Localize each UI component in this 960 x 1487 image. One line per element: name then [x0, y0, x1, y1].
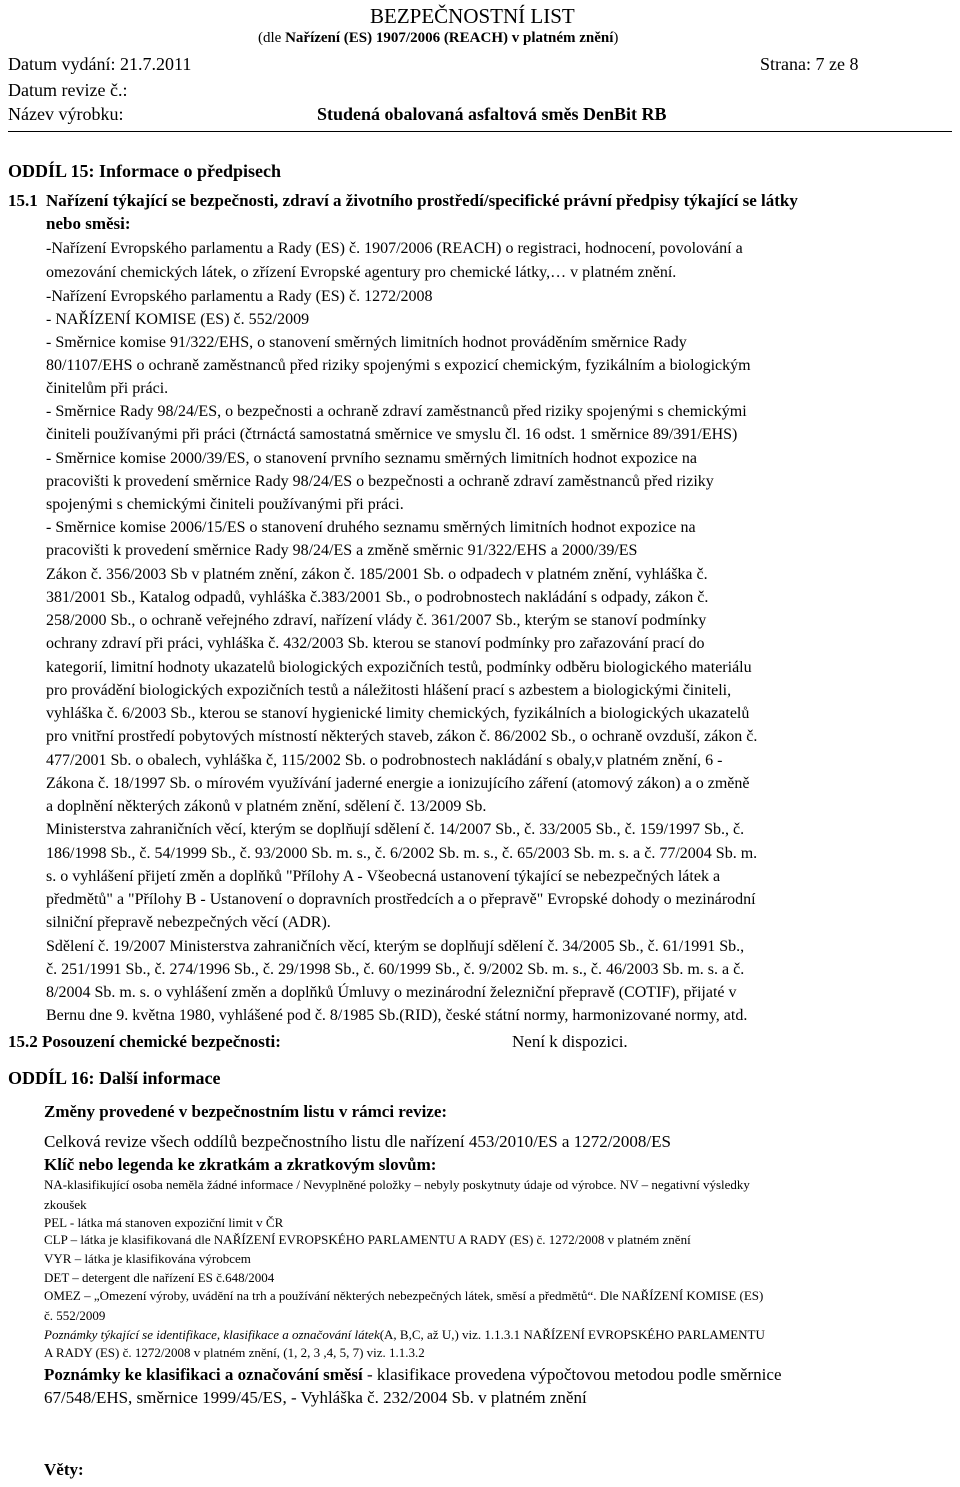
regulation-line: č. 251/1991 Sb., č. 274/1996 Sb., č. 29/1998 Sb., č. 60/1999 Sb., č. 9/2002 Sb. m. s., č. 46/2003 Sb. m. s. a č.	[46, 961, 745, 978]
legend-line: OMEZ – „Omezení výroby, uvádění na trh a používání některých nebezpečných látek, směsí a předmětů“. Dle NAŘÍZENÍ KOMISE (ES)	[44, 1288, 764, 1303]
section-15-1-number: 15.1	[8, 191, 38, 210]
section-16-title: ODDÍL 16: Další informace	[8, 1068, 221, 1088]
regulation-line: pracovišti k provedení směrnice Rady 98/24/ES a změně směrnic 91/322/EHS a 2000/39/ES	[46, 542, 638, 559]
classification-heading: Poznámky ke klasifikaci a označování směsí	[44, 1365, 363, 1384]
page-number: Strana: 7 ze 8	[760, 54, 859, 74]
notes-rest: (A, B,C, až U,) viz. 1.1.3.1 NAŘÍZENÍ EVROPSKÉHO PARLAMENTU	[379, 1327, 765, 1342]
product-name: Studená obalovaná asfaltová směs DenBit RB	[317, 104, 667, 124]
regulation-line: 381/2001 Sb., Katalog odpadů, vyhláška č.383/2001 Sb., o podrobnostech nakládání s odpady, zákon č.	[46, 589, 709, 606]
classification-note-line-2: 67/548/EHS, směrnice 1999/45/ES, - Vyhláška č. 232/2004 Sb. v platném znění	[44, 1388, 587, 1407]
regulation-line: -Nařízení Evropského parlamentu a Rady (ES) č. 1272/2008	[46, 288, 433, 305]
regulation-line: - Směrnice komise 2006/15/ES o stanovení druhého seznamu směrných limitních hodnot expozice na	[46, 519, 696, 536]
regulation-line: - Směrnice Rady 98/24/ES, o bezpečnosti a ochraně zdraví zaměstnanců před riziky spojenými s chemickými	[46, 403, 747, 420]
legend-line: CLP – látka je klasifikovaná dle NAŘÍZENÍ EVROPSKÉHO PARLAMENTU A RADY (ES) č. 1272/2008 v platném znění	[44, 1232, 691, 1247]
regulation-line: činitelům při práci.	[46, 380, 169, 397]
legend-heading: Klíč nebo legenda ke zkratkám a zkratkovým slovům:	[44, 1155, 437, 1174]
regulation-line: s. o vyhlášení přijetí změn a doplňků "Přílohy A - Všeobecná ustanovení týkající se nebezpečných látek a	[46, 868, 721, 885]
regulation-line: pro vnitřní prostředí pobytových místností některých staveb, zákon č. 86/2002 Sb., o ochraně ovzduší, zákon č.	[46, 728, 758, 745]
regulation-line: 477/2001 Sb. o obalech, vyhláška č, 115/2002 Sb. o podrobnostech nakládání s obaly,v platném znění, 6 -	[46, 752, 723, 769]
regulation-line: 8/2004 Sb. m. s. o vyhlášení změn a doplňků Úmluvy o mezinárodní železniční přepravě (COTIF), přijaté v	[46, 984, 737, 1001]
regulation-line: Ministerstva zahraničních věcí, kterým se doplňují sdělení č. 14/2007 Sb., č. 33/2005 Sb., č. 159/1997 Sb., č.	[46, 821, 745, 838]
regulation-line: ochrany zdraví při práci, vyhláška č. 432/2003 Sb. kterou se stanoví podmínky pro zařazování prací do	[46, 635, 705, 652]
subtitle-regulation: Nařízení (ES) 1907/2006 (REACH) v platném znění	[285, 30, 614, 46]
changes-heading: Změny provedené v bezpečnostním listu v rámci revize:	[44, 1102, 448, 1121]
issue-date: Datum vydání: 21.7.2011	[8, 54, 192, 74]
regulation-line: 258/2000 Sb., o ochraně veřejného zdraví, nařízení vlády č. 361/2007 Sb., kterým se stanoví podmínky	[46, 612, 707, 629]
legend-line: zkoušek	[44, 1197, 87, 1212]
regulation-line: silniční přepravě nebezpečných věcí (ADR).	[46, 914, 331, 931]
regulation-line: - Směrnice komise 91/322/EHS, o stanovení směrných limitních hodnot prováděním směrnice Rady	[46, 334, 687, 351]
header-divider	[8, 131, 952, 132]
regulation-line: Sdělení č. 19/2007 Ministerstva zahraničních věcí, kterým se doplňují sdělení č. 34/2005 Sb., č. 61/1991 Sb.,	[46, 938, 745, 955]
sentences-heading: Věty:	[44, 1460, 84, 1479]
section-15-1-title-line2: nebo směsi:	[46, 214, 131, 233]
changes-text: Celková revize všech oddílů bezpečnostního listu dle nařízení 453/2010/ES a 1272/2008/ES	[44, 1132, 671, 1151]
regulation-line: pro provádění biologických expozičních testů a náležitosti hlášení prací s azbestem a biologickými činiteli,	[46, 682, 732, 699]
regulation-line: -Nařízení Evropského parlamentu a Rady (ES) č. 1907/2006 (REACH) o registraci, hodnocení, povolování a	[46, 240, 743, 257]
regulation-line: činiteli používanými při práci (čtrnáctá samostatná směrnice ve smyslu čl. 16 odst. 1 směrnice 89/391/EHS)	[46, 426, 738, 443]
regulation-line: spojenými s chemickými činiteli používanými při práci.	[46, 496, 404, 513]
section-15-2-label: 15.2 Posouzení chemické bezpečnosti:	[8, 1032, 281, 1051]
section-15-2-value: Není k dispozici.	[512, 1032, 628, 1051]
legend-line: NA-klasifikující osoba neměla žádné informace / Nevyplněné položky – nebyly poskytnuty údaje od výrobce. NV – negativní výsledky	[44, 1177, 750, 1192]
revision-date: Datum revize č.:	[8, 80, 128, 100]
subtitle-suffix: )	[613, 30, 619, 46]
regulation-line: 186/1998 Sb., č. 54/1999 Sb., č. 93/2000 Sb. m. s., č. 6/2002 Sb. m. s., č. 65/2003 Sb. m. s. a č. 77/2004 Sb. m.	[46, 845, 758, 862]
regulation-line: a doplnění některých zákonů v platném znění, sdělení č. 13/2009 Sb.	[46, 798, 487, 815]
section-15-title: ODDÍL 15: Informace o předpisech	[8, 161, 281, 181]
regulation-line: omezování chemických látek, o zřízení Evropské agentury pro chemické látky,… v platném znění.	[46, 264, 677, 281]
notes-line-1	[44, 1327, 765, 1343]
regulation-line: Zákona č. 18/1997 Sb. o mírovém využívání jaderné energie a ionizujícího záření (atomový zákon) a o změně	[46, 775, 750, 792]
regulation-line: - NAŘÍZENÍ KOMISE (ES) č. 552/2009	[46, 311, 310, 328]
subtitle-prefix: (dle	[258, 30, 286, 46]
legend-line: PEL - látka má stanoven expoziční limit v ČR	[44, 1215, 284, 1230]
legend-line: VYR – látka je klasifikována výrobcem	[44, 1251, 251, 1266]
classification-note-line-1	[44, 1365, 782, 1385]
legend-line: DET – detergent dle nařízení ES č.648/2004	[44, 1270, 275, 1285]
notes-line-2: A RADY (ES) č. 1272/2008 v platném znění, (1, 2, 3 ,4, 5, 7) viz. 1.1.3.2	[44, 1345, 425, 1360]
product-label: Název výrobku:	[8, 104, 124, 124]
classification-text: - klasifikace provedena výpočtovou metodou podle směrnice	[362, 1365, 782, 1384]
regulation-line: - Směrnice komise 2000/39/ES, o stanovení prvního seznamu směrných limitních hodnot expozice na	[46, 450, 697, 467]
document-title: BEZPEČNOSTNÍ LIST	[370, 4, 575, 28]
regulation-line: pracovišti k provedení směrnice Rady 98/24/ES o bezpečnosti a ochraně zdraví zaměstnanců před riziky	[46, 473, 714, 490]
notes-italic: Poznámky týkající se identifikace, klasifikace a označování látek	[44, 1327, 380, 1342]
regulation-line: 80/1107/EHS o ochraně zaměstnanců před riziky spojenými s expozicí chemickým, fyzikálním a biologickým	[46, 357, 751, 374]
regulation-line: Bernu dne 9. května 1980, vyhlášené pod č. 8/1985 Sb.(RID), české státní normy, harmonizované normy, atd.	[46, 1007, 748, 1024]
regulation-line: vyhláška č. 6/2003 Sb., kterou se stanoví hygienické limity chemických, fyzikálních a biologických ukazatelů	[46, 705, 750, 722]
legend-line: č. 552/2009	[44, 1308, 106, 1323]
regulation-line: předmětů" a "Přílohy B - Ustanovení o dopravních prostředcích a o přepravě" Evropské dohody o mezinárodní	[46, 891, 756, 908]
section-15-1-title-line1: Nařízení týkající se bezpečnosti, zdraví a životního prostředí/specifické právní předpisy týkající se látky	[46, 191, 798, 210]
regulation-line: Zákon č. 356/2003 Sb v platném znění, zákon č. 185/2001 Sb. o odpadech v platném znění, vyhláška č.	[46, 566, 708, 583]
regulation-line: kategorií, limitní hodnoty ukazatelů biologických expozičních testů, podmínky odběru biologického materiálu	[46, 659, 752, 676]
document-subtitle	[258, 30, 618, 47]
